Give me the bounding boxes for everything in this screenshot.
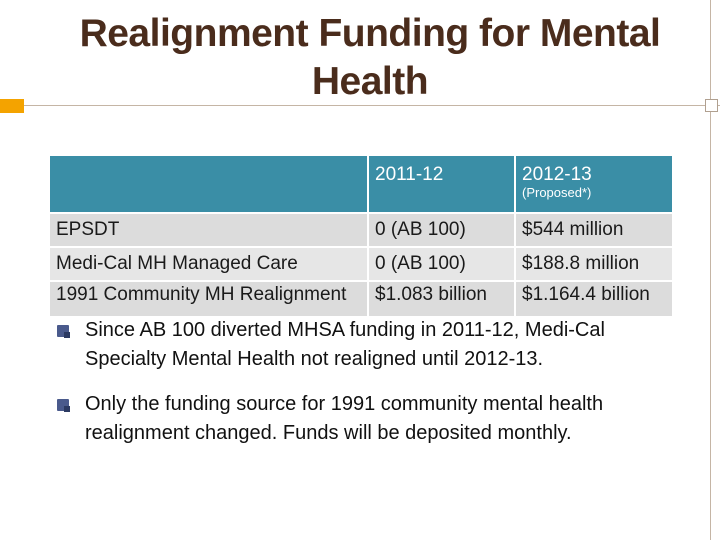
table-cell: EPSDT bbox=[50, 213, 368, 247]
bullet-item bbox=[55, 390, 675, 448]
table-cell: 1991 Community MH Realignment bbox=[50, 281, 368, 316]
table-cell: $544 million bbox=[515, 213, 672, 247]
bullet-list bbox=[55, 316, 675, 448]
table-header-cell bbox=[368, 156, 515, 213]
accent-vertical-line bbox=[710, 0, 711, 540]
square-bullet-icon bbox=[57, 399, 69, 411]
accent-orange-square bbox=[0, 99, 24, 113]
bullet-text: Since AB 100 diverted MHSA funding in 2011-12, Medi-Cal Specialty Mental Health not realigned until 2012-13. bbox=[85, 319, 605, 370]
bullet-text: Only the funding source for 1991 community mental health realignment changed. Funds will be deposited monthly. bbox=[85, 393, 604, 444]
table-header-cell bbox=[50, 156, 368, 213]
table-header-cell bbox=[515, 156, 672, 213]
table-row bbox=[50, 281, 672, 316]
table-header-label: 2012-13 bbox=[522, 164, 592, 185]
table-cell: $188.8 million bbox=[515, 247, 672, 281]
table-cell: 0 (AB 100) bbox=[368, 213, 515, 247]
table-header-row bbox=[50, 156, 672, 213]
bullet-item bbox=[55, 316, 675, 374]
table-header-label: 2011-12 bbox=[375, 164, 444, 185]
square-bullet-icon bbox=[57, 325, 69, 337]
table-row bbox=[50, 247, 672, 281]
slide-title: Realignment Funding for Mental Health bbox=[79, 12, 661, 103]
accent-white-square bbox=[705, 99, 718, 112]
table-header-sublabel: (Proposed*) bbox=[522, 185, 592, 200]
table-cell: $1.164.4 billion bbox=[515, 281, 672, 316]
table-cell: 0 (AB 100) bbox=[368, 247, 515, 281]
table-row bbox=[50, 213, 672, 247]
table-cell: Medi-Cal MH Managed Care bbox=[50, 247, 368, 281]
table-cell: $1.083 billion bbox=[368, 281, 515, 316]
funding-table bbox=[50, 156, 672, 316]
